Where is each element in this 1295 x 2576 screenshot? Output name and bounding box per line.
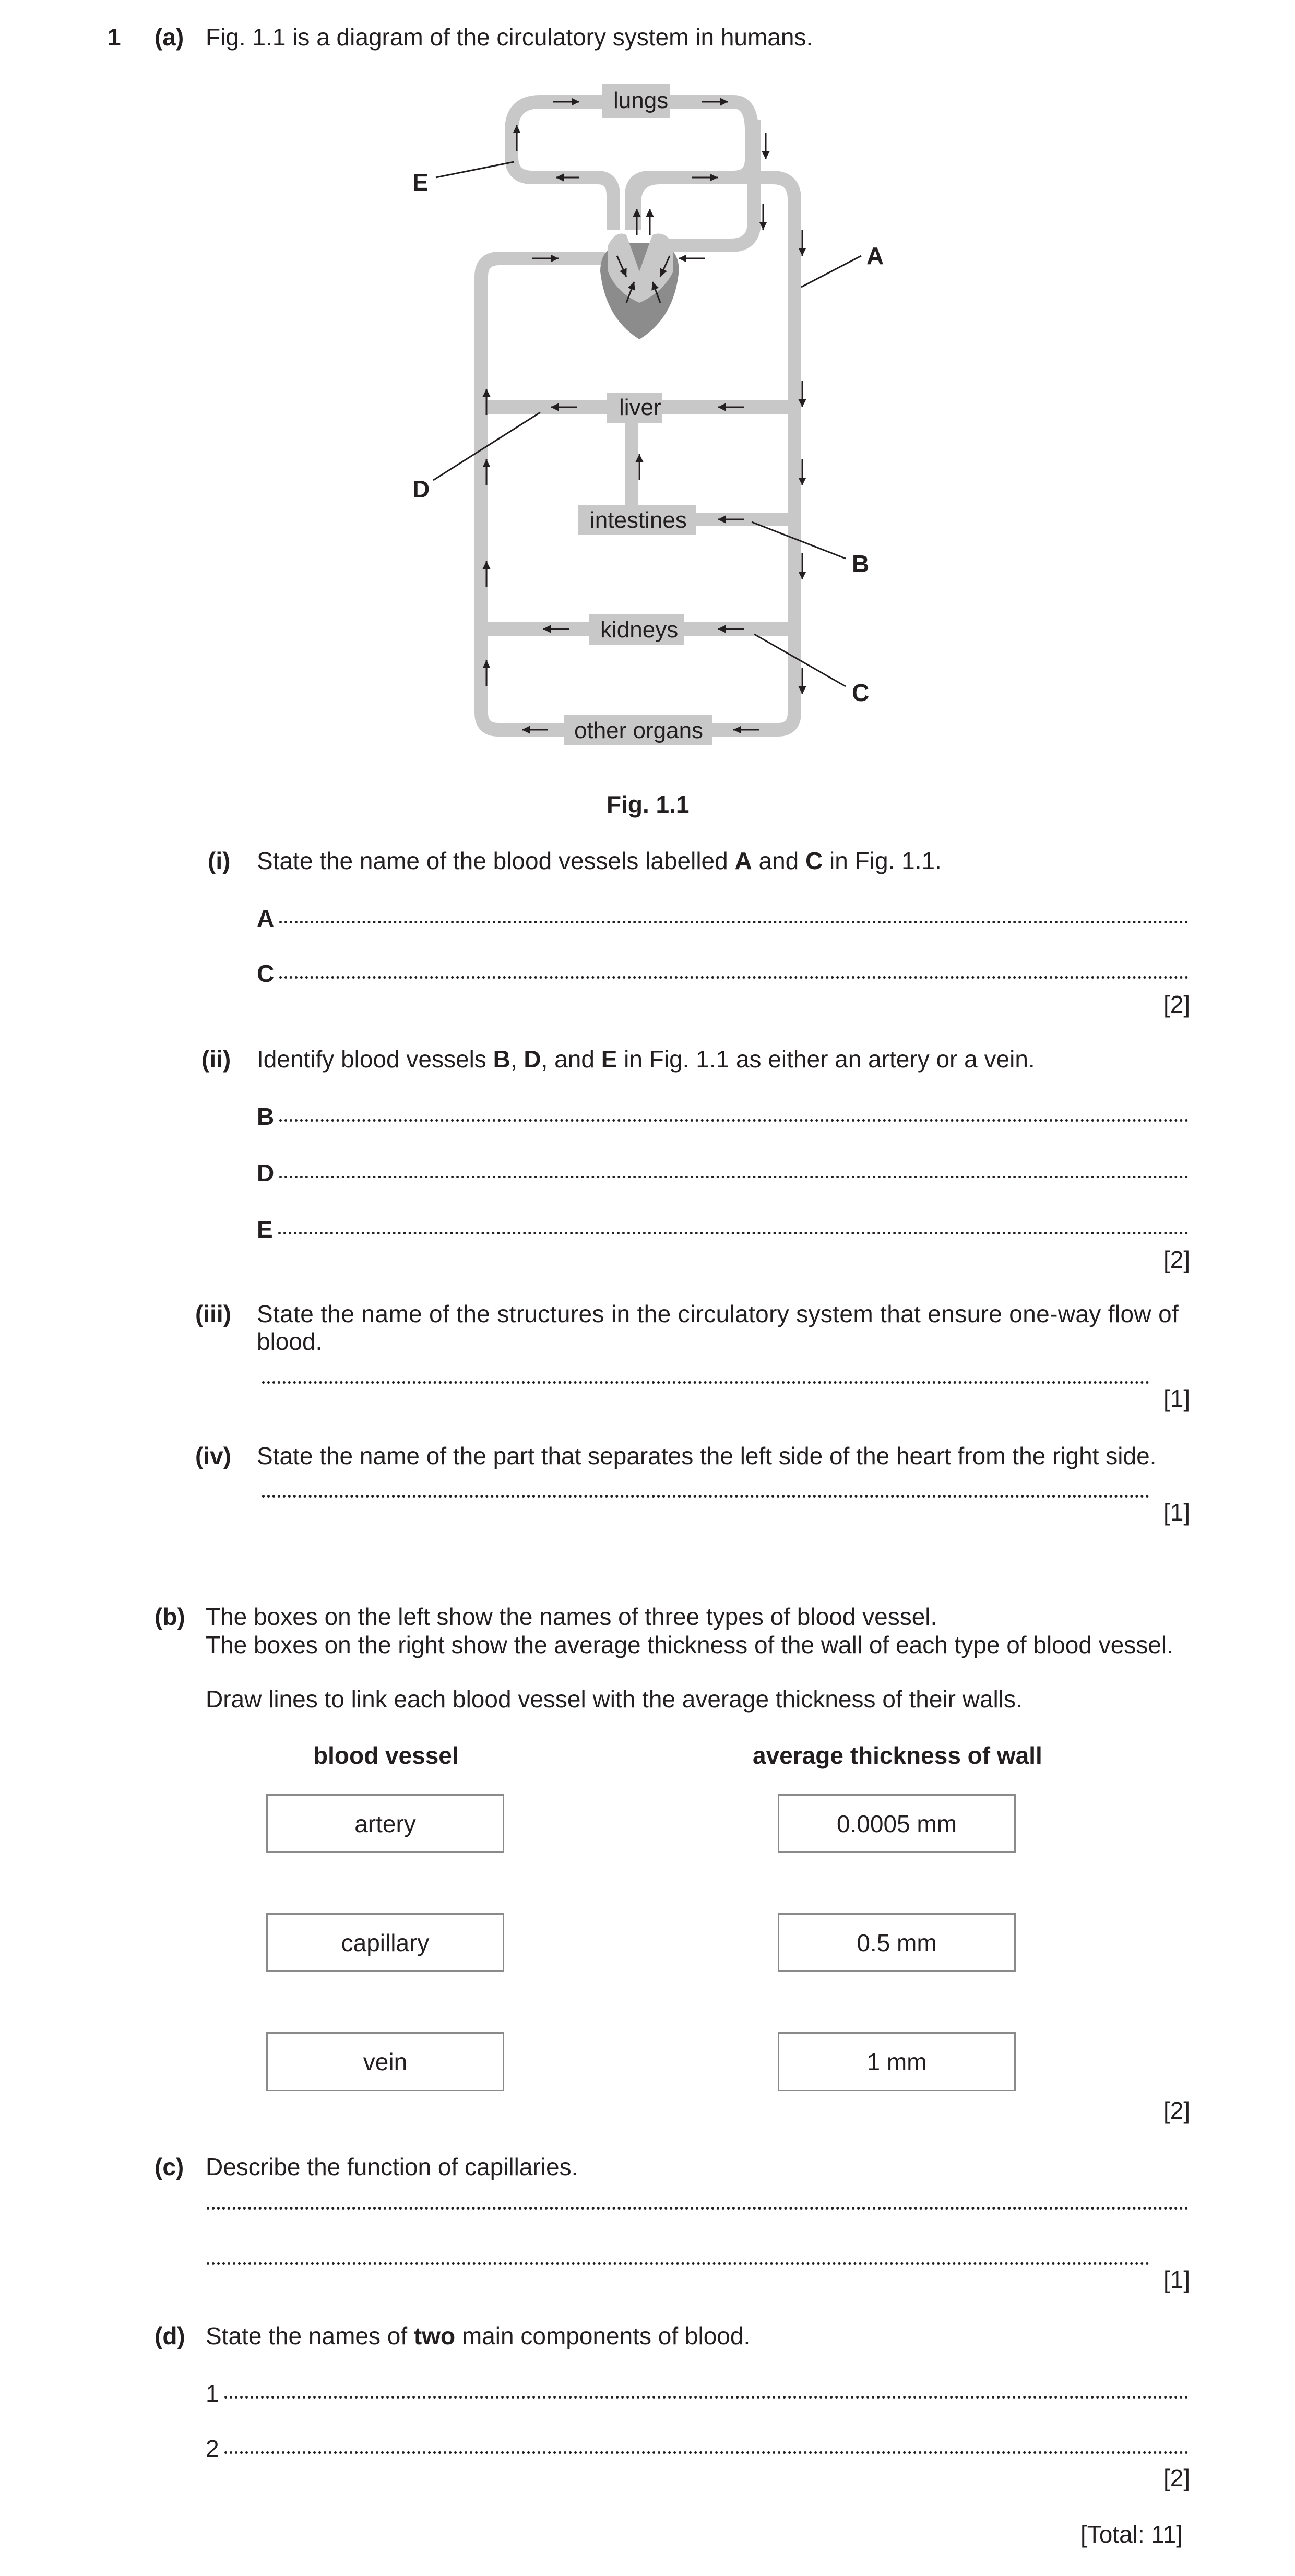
vessel-box-vein[interactable]: vein xyxy=(266,2032,504,2091)
part-a-ii-question: Identify blood vessels B, D, and E in Fig. 1.1 as either an artery or a vein. xyxy=(257,1046,1035,1073)
vessel-box-artery[interactable]: artery xyxy=(266,1794,504,1853)
part-a-label: (a) xyxy=(155,23,184,51)
answer-label-2: 2 xyxy=(206,2435,219,2462)
marks-a-iii: [1] xyxy=(1163,1385,1191,1412)
organ-label-kidneys: kidneys xyxy=(600,617,679,643)
circulatory-system-diagram xyxy=(0,0,1295,783)
organ-label-other-organs: other organs xyxy=(574,718,704,743)
part-c-question: Describe the function of capillaries. xyxy=(206,2153,578,2180)
answer-line-a[interactable] xyxy=(257,904,1189,932)
heart-icon xyxy=(600,234,679,340)
answer-line-c-2[interactable] xyxy=(207,2265,1149,2268)
vessel-label-c: C xyxy=(852,679,870,706)
part-a-ii-label: (ii) xyxy=(201,1046,231,1073)
answer-label-c: C xyxy=(257,960,275,987)
organ-label-liver: liver xyxy=(619,395,661,420)
thickness-box-05mm[interactable]: 0.5 mm xyxy=(778,1913,1016,1972)
vessel-box-capillary[interactable]: capillary xyxy=(266,1913,504,1972)
part-a-iii-label: (iii) xyxy=(195,1300,231,1327)
thickness-box-0005mm[interactable]: 0.0005 mm xyxy=(778,1794,1016,1853)
answer-label-1: 1 xyxy=(206,2380,219,2407)
part-d-label: (d) xyxy=(155,2322,185,2349)
answer-label-a: A xyxy=(257,905,275,932)
part-b-line2: The boxes on the right show the average thickness of the wall of each type of blood vessel. xyxy=(206,1631,1173,1658)
part-a-iv-label: (iv) xyxy=(195,1442,231,1469)
part-c-label: (c) xyxy=(155,2153,184,2180)
marks-a-i: [2] xyxy=(1163,991,1191,1018)
answer-line-d-1[interactable] xyxy=(206,2379,1189,2407)
part-a-iii-question-line2: blood. xyxy=(257,1328,323,1355)
wall-thickness-heading: average thickness of wall xyxy=(753,1742,1042,1769)
answer-line-a-iii[interactable] xyxy=(262,1384,1149,1387)
answer-line-d[interactable] xyxy=(257,1159,1189,1187)
part-a-intro: Fig. 1.1 is a diagram of the circulatory system in humans. xyxy=(206,23,813,51)
answer-line-e[interactable] xyxy=(257,1215,1189,1243)
part-a-iii-question-line1: State the name of the structures in the circulatory system that ensure one-way flow of xyxy=(257,1300,1179,1327)
figure-caption: Fig. 1.1 xyxy=(607,791,690,818)
answer-line-d-2[interactable] xyxy=(206,2435,1189,2463)
vessel-label-a: A xyxy=(866,242,884,269)
vessel-label-d: D xyxy=(412,476,430,503)
thickness-box-1mm[interactable]: 1 mm xyxy=(778,2032,1016,2091)
answer-label-b: B xyxy=(257,1103,275,1130)
organ-label-lungs: lungs xyxy=(613,88,669,113)
marks-a-ii: [2] xyxy=(1163,1246,1191,1273)
marks-d: [2] xyxy=(1163,2464,1191,2491)
part-a-iv-question: State the name of the part that separates the left side of the heart from the right side. xyxy=(257,1442,1157,1469)
blood-vessel-heading: blood vessel xyxy=(313,1742,459,1769)
vessel-label-e: E xyxy=(412,169,429,196)
answer-line-b[interactable] xyxy=(257,1102,1189,1131)
part-a-i-label: (i) xyxy=(208,847,231,874)
part-d-question: State the names of two main components of blood. xyxy=(206,2322,751,2349)
answer-label-d: D xyxy=(257,1159,275,1186)
marks-b: [2] xyxy=(1163,2097,1191,2124)
vessel-label-b: B xyxy=(852,550,870,577)
answer-line-c[interactable] xyxy=(257,959,1189,988)
intestine-branch xyxy=(632,407,794,519)
answer-label-e: E xyxy=(257,1216,273,1243)
answer-line-c-1[interactable] xyxy=(207,2210,1189,2213)
part-a-i-question: State the name of the blood vessels labelled A and C in Fig. 1.1. xyxy=(257,847,942,874)
total-marks: [Total: 11] xyxy=(1080,2521,1183,2548)
organ-label-intestines: intestines xyxy=(590,507,687,533)
question-number: 1 xyxy=(108,23,121,51)
marks-c: [1] xyxy=(1163,2266,1191,2293)
part-b-instruction: Draw lines to link each blood vessel with the average thickness of their walls. xyxy=(206,1685,1023,1713)
marks-a-iv: [1] xyxy=(1163,1499,1191,1526)
part-b-label: (b) xyxy=(155,1603,185,1630)
part-b-line1: The boxes on the left show the names of three types of blood vessel. xyxy=(206,1603,937,1630)
answer-line-a-iv[interactable] xyxy=(262,1498,1149,1501)
